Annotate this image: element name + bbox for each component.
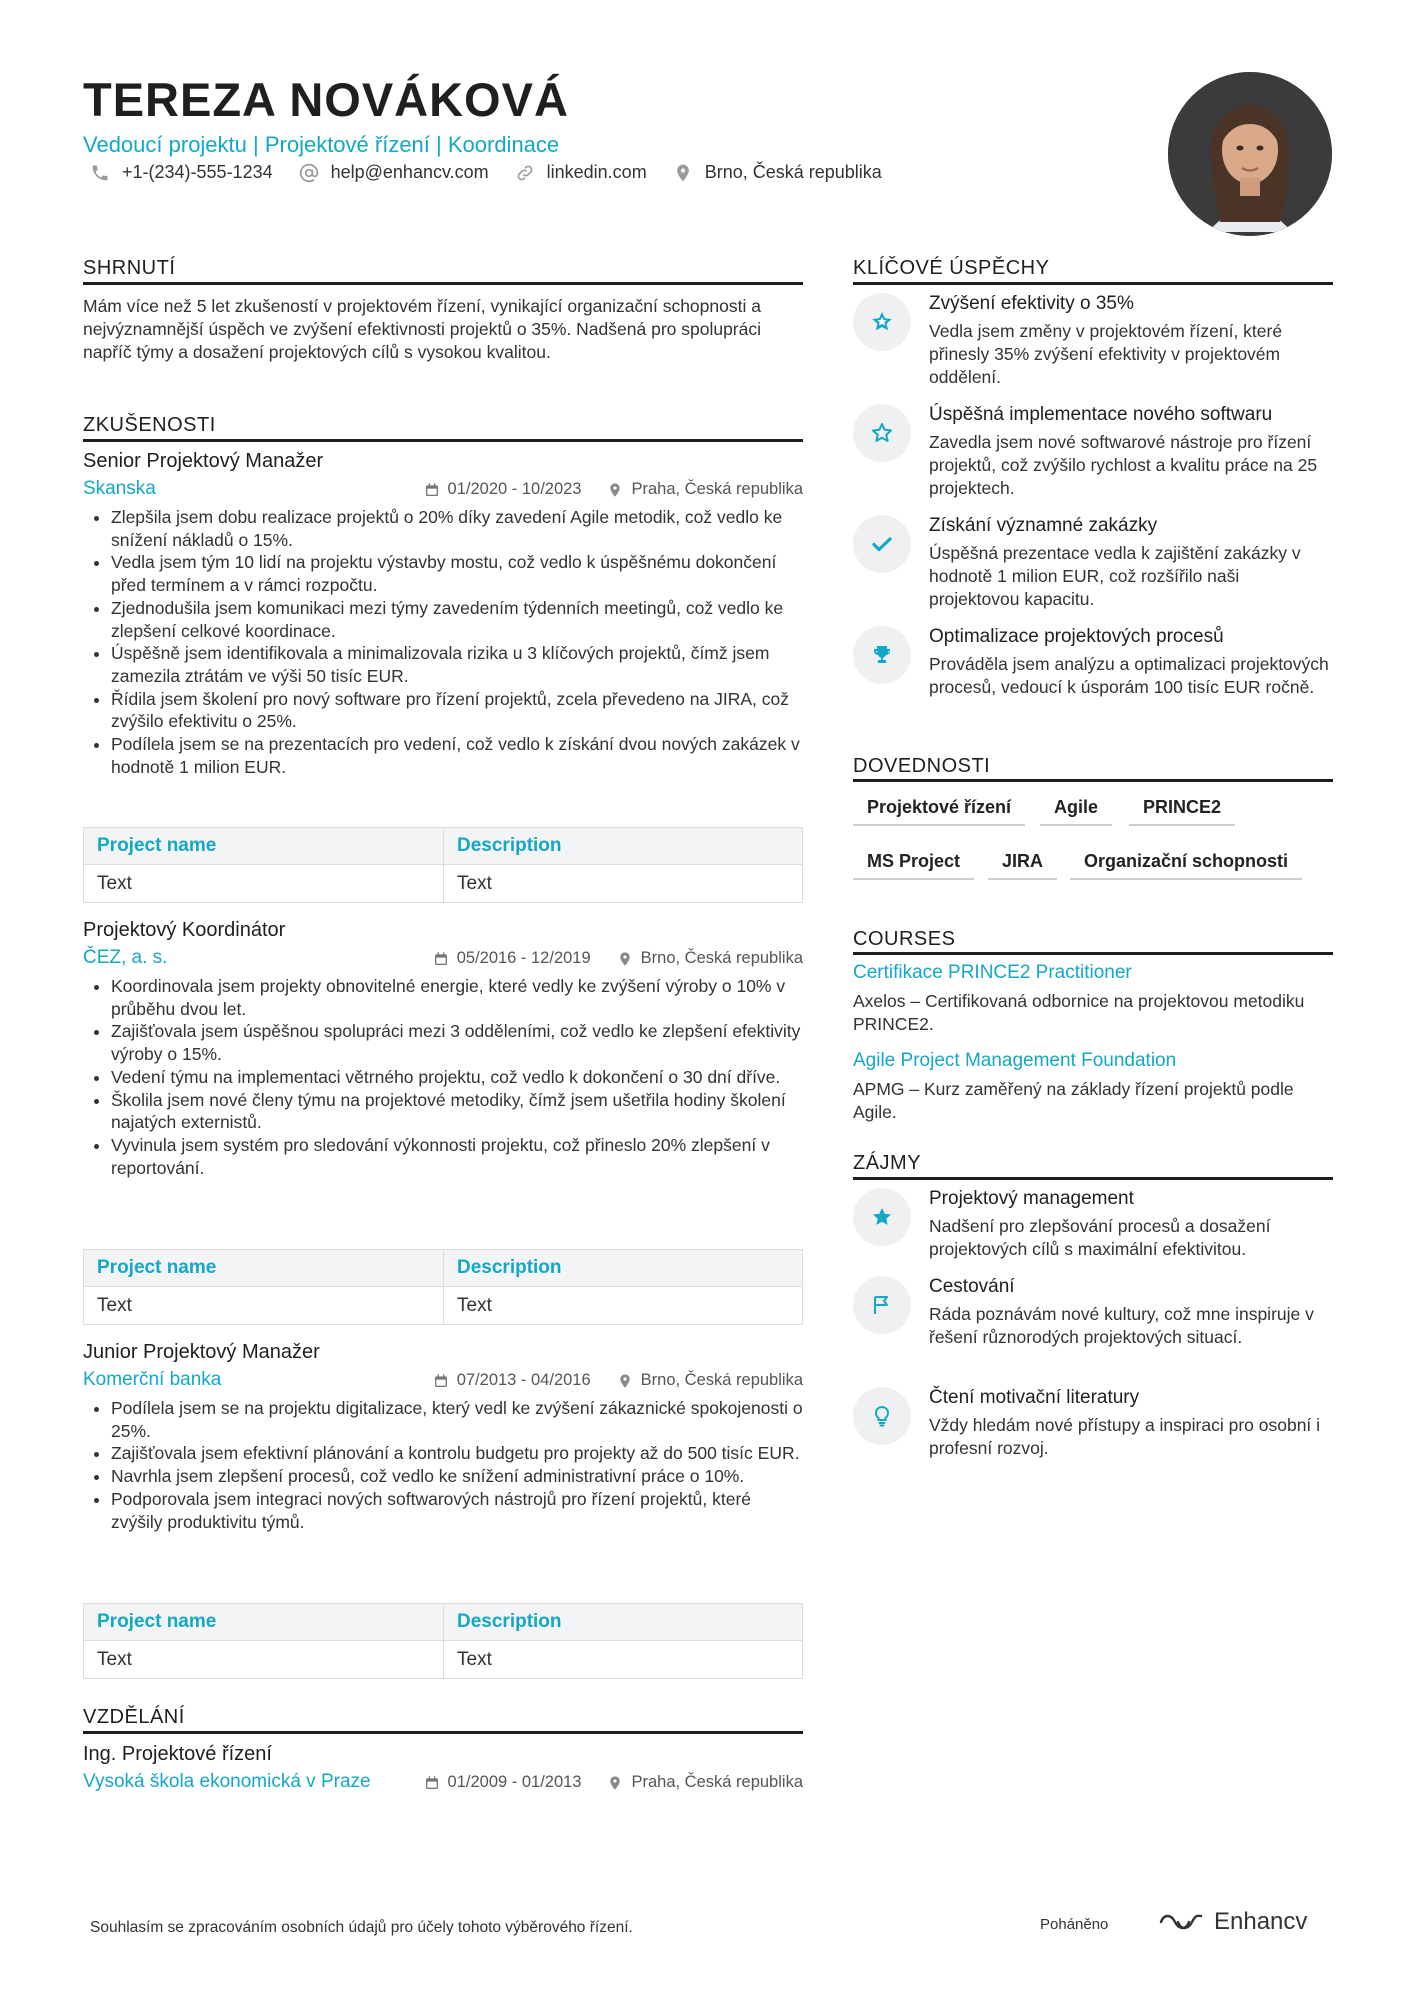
description-cell: Text: [457, 1294, 492, 1316]
skill-tag: PRINCE2: [1129, 797, 1235, 826]
education-entry: [83, 1743, 803, 1799]
calendar-icon: [433, 951, 449, 967]
project-name-cell: Text: [97, 1648, 132, 1670]
description-cell: Text: [457, 872, 492, 894]
interests-heading: ZÁJMY: [853, 1152, 922, 1174]
bullet-item: • Zajišťovala jsem efektivní plánování a kontrolu budgetu pro projekty až do 500 tisíc EUR.: [111, 1442, 803, 1465]
achievement-item: [853, 626, 1333, 726]
profile-photo: [1168, 72, 1332, 236]
skill-tag: Organizační schopnosti: [1070, 851, 1302, 880]
achievement-item: [853, 293, 1333, 393]
skill-tag: MS Project: [853, 851, 974, 880]
courses-divider: [853, 952, 1333, 955]
job-location: Brno, Česká republika: [640, 949, 803, 967]
location-pin-icon: [617, 951, 633, 967]
education-divider: [83, 1731, 803, 1734]
summary-divider: [83, 282, 803, 285]
bullet-item: • Podílela jsem se na projektu digitalizace, který vedl ke zvýšení zákaznické spokojenosti o 25%.: [111, 1397, 803, 1442]
description-header: Description: [457, 1611, 562, 1632]
education-meta: [424, 1773, 803, 1792]
education-location-wrap: [607, 1773, 803, 1792]
skill-tag: Agile: [1040, 797, 1112, 826]
education-school: Vysoká škola ekonomická v Praze: [83, 1771, 371, 1792]
description-header: Description: [457, 835, 562, 856]
job-bullets: [83, 506, 803, 778]
job-dates-wrap: [433, 949, 591, 968]
interests-divider: [853, 1177, 1333, 1180]
job-dates-wrap: [424, 480, 582, 499]
project-table: [83, 1249, 803, 1325]
education-location: Praha, Česká republika: [631, 1773, 803, 1791]
contact-location: [673, 162, 882, 183]
job-meta: [424, 480, 803, 499]
interest-desc: Ráda poznávám nové kultury, což mne inspiruje v řešení různorodých projektových situací.: [929, 1304, 1314, 1347]
description-header: Description: [457, 1257, 562, 1278]
interest-item: [853, 1276, 1333, 1376]
job-dates: 01/2020 - 10/2023: [447, 480, 582, 498]
star-badge-icon: [870, 310, 894, 334]
project-table-row: [84, 1641, 802, 1678]
project-table: [83, 827, 803, 903]
bullet-item: • Podílela jsem se na prezentacích pro vedení, což vedlo k získání dvou nových zakázek v hodnotě 1 milion EUR.: [111, 733, 803, 778]
location-pin-icon: [607, 482, 623, 498]
description-cell: Text: [457, 1648, 492, 1670]
course-title: Agile Project Management Foundation: [853, 1050, 1177, 1071]
project-table: [83, 1603, 803, 1679]
experience-heading: ZKUŠENOSTI: [83, 414, 216, 436]
project-name-header: Project name: [97, 835, 217, 856]
project-table-row: [84, 865, 802, 902]
interest-title: Čtení motivační literatury: [929, 1387, 1140, 1408]
achievement-item: [853, 515, 1333, 615]
location-pin-icon: [607, 1775, 623, 1791]
star-outline-icon: [870, 421, 894, 445]
email-text: help@enhancv.com: [330, 162, 489, 182]
job-company: Skanska: [83, 478, 156, 499]
education-dates: 01/2009 - 01/2013: [447, 1773, 582, 1791]
location-pin-icon: [617, 1373, 633, 1389]
job-dates-wrap: [433, 1371, 591, 1390]
bullet-item: • Vedla jsem tým 10 lidí na projektu výstavby mostu, což vedlo k úspěšnému dokončení před termínem a v rámci rozpočtu.: [111, 551, 803, 596]
achievement-desc: Prováděla jsem analýzu a optimalizaci projektových procesů, vedoucí k úsporám 100 tisíc EUR ročně.: [929, 654, 1329, 697]
job-role: Senior Projektový Manažer: [83, 450, 324, 472]
education-heading: VZDĚLÁNÍ: [83, 1706, 185, 1728]
candidate-name: TEREZA NOVÁKOVÁ: [83, 73, 569, 126]
project-name-header: Project name: [97, 1257, 217, 1278]
job-entry: [83, 1341, 803, 1533]
link-icon: [515, 163, 535, 183]
bullet-item: • Zajišťovala jsem úspěšnou spolupráci mezi 3 odděleními, což vedlo ke zlepšení efektivity výroby o 15%.: [111, 1020, 803, 1065]
job-bullets: [83, 975, 803, 1179]
achievement-icon-wrap: [853, 515, 911, 573]
project-table-row: [84, 1287, 802, 1324]
bullet-item: • Řídila jsem školení pro nový software pro řízení projektů, zcela převedeno na JIRA, což zvýšilo efektivitu o 25%.: [111, 688, 803, 733]
job-dates: 05/2016 - 12/2019: [456, 949, 591, 967]
skills-divider: [853, 779, 1333, 782]
achievement-item: [853, 404, 1333, 504]
interest-icon-wrap: [853, 1188, 911, 1246]
trophy-icon: [870, 643, 894, 667]
bullet-item: • Zlepšila jsem dobu realizace projektů o 20% díky zavedení Agile metodik, což vedlo ke snížení nákladů o 15%.: [111, 506, 803, 551]
summary-text: Mám více než 5 let zkušeností v projektovém řízení, vynikající organizační schopnosti a nejvýznamnější úspěch ve zvýšení efektivnosti projektů o 35%. Nadšená pro spolupráci napříč týmy a dosažení projektových cílů s vysokou kvalitou.: [83, 296, 762, 362]
skill-tag: Projektové řízení: [853, 797, 1025, 826]
portrait-image: [1168, 72, 1332, 236]
job-dates: 07/2013 - 04/2016: [456, 1371, 591, 1389]
contact-bar: [90, 162, 882, 183]
star-icon: [870, 1205, 894, 1229]
project-name-cell: Text: [97, 1294, 132, 1316]
location-text: Brno, Česká republika: [704, 162, 882, 182]
bullet-item: • Koordinovala jsem projekty obnovitelné energie, které vedly ke zvýšení výroby o 10% v průběhu dvou let.: [111, 975, 803, 1020]
skill-tag: JIRA: [988, 851, 1057, 880]
interest-icon-wrap: [853, 1387, 911, 1445]
job-role: Projektový Koordinátor: [83, 919, 286, 941]
education-degree: Ing. Projektové řízení: [83, 1743, 272, 1765]
bullet-item: • Vedení týmu na implementaci větrného projektu, což vedlo k dokončení o 30 dní dříve.: [111, 1066, 803, 1089]
skills-heading: DOVEDNOSTI: [853, 755, 991, 777]
job-location-wrap: [617, 1371, 803, 1390]
interest-icon-wrap: [853, 1276, 911, 1334]
project-table-header: [84, 1604, 802, 1641]
achievements-heading: KLÍČOVÉ ÚSPĚCHY: [853, 257, 1050, 279]
phone-text: +1-(234)-555-1234: [122, 162, 273, 182]
experience-divider: [83, 439, 803, 442]
job-meta: [433, 1371, 803, 1390]
flag-icon: [870, 1293, 894, 1317]
course-desc: APMG – Kurz zaměřený na základy řízení projektů podle Agile.: [853, 1079, 1294, 1122]
course-desc: Axelos – Certifikovaná odbornice na projektovou metodiku PRINCE2.: [853, 991, 1305, 1034]
at-sign-icon: [299, 163, 319, 183]
bullet-item: • Navrhla jsem zlepšení procesů, což vedlo ke snížení administrativní práce o 10%.: [111, 1465, 803, 1488]
contact-linkedin[interactable]: [515, 162, 647, 183]
job-company: Komerční banka: [83, 1369, 222, 1390]
bullet-item: • Podporovala jsem integraci nových softwarových nástrojů pro řízení projektů, které zvýšily produktivitu týmů.: [111, 1488, 803, 1533]
job-role: Junior Projektový Manažer: [83, 1341, 320, 1363]
bullet-item: • Školila jsem nové členy týmu na projektové metodiky, čímž jsem ušetřila hodiny školení najatých externistů.: [111, 1089, 803, 1134]
summary-heading: SHRNUTÍ: [83, 257, 176, 279]
achievement-icon-wrap: [853, 293, 911, 351]
achievement-icon-wrap: [853, 626, 911, 684]
achievement-title: Zvýšení efektivity o 35%: [929, 293, 1134, 314]
achievement-desc: Úspěšná prezentace vedla k zajištění zakázky v hodnotě 1 milion EUR, což rozšířilo naši projektovou kapacitu.: [929, 543, 1301, 609]
job-location: Praha, Česká republika: [631, 480, 803, 498]
calendar-icon: [424, 1775, 440, 1791]
project-name-cell: Text: [97, 872, 132, 894]
project-table-header: [84, 1250, 802, 1287]
job-entry: [83, 919, 803, 1179]
project-name-header: Project name: [97, 1611, 217, 1632]
achievement-desc: Vedla jsem změny v projektovém řízení, které přinesly 35% zvýšení efektivity v projektovém oddělení.: [929, 321, 1283, 387]
candidate-subtitle: Vedoucí projektu | Projektové řízení | Koordinace: [83, 132, 560, 157]
enhancv-brand-text: Enhancv: [1214, 1908, 1308, 1935]
calendar-icon: [424, 482, 440, 498]
checkmark-icon: [870, 532, 894, 556]
interest-title: Cestování: [929, 1276, 1015, 1297]
achievement-title: Úspěšná implementace nového softwaru: [929, 404, 1273, 425]
bullet-item: • Vyvinula jsem systém pro sledování výkonnosti projektu, což přineslo 20% zlepšení v reportování.: [111, 1134, 803, 1179]
interest-desc: Vždy hledám nové přístupy a inspiraci pro osobní i profesní rozvoj.: [929, 1415, 1321, 1458]
education-dates-wrap: [424, 1773, 582, 1792]
lightbulb-icon: [870, 1404, 894, 1428]
job-entry: [83, 450, 803, 778]
achievement-title: Získání významné zakázky: [929, 515, 1158, 536]
powered-by-label: Poháněno: [1040, 1916, 1109, 1933]
interest-item: [853, 1387, 1333, 1467]
interest-desc: Nadšení pro zlepšování procesů a dosažení projektových cílů s maximální efektivitou.: [929, 1216, 1271, 1259]
job-meta: [433, 949, 803, 968]
interest-title: Projektový management: [929, 1188, 1134, 1209]
achievement-icon-wrap: [853, 404, 911, 462]
location-pin-icon: [673, 163, 693, 183]
interest-item: [853, 1188, 1333, 1268]
enhancv-logo-icon: [1158, 1910, 1204, 1934]
bullet-item: • Zjednodušila jsem komunikaci mezi týmy zavedením týdenních meetingů, což vedlo ke zlepšení celkové koordinace.: [111, 597, 803, 642]
job-location-wrap: [607, 480, 803, 499]
enhancv-logo[interactable]: [1158, 1908, 1307, 1936]
job-bullets: [83, 1397, 803, 1533]
course-title: Certifikace PRINCE2 Practitioner: [853, 962, 1132, 983]
contact-email[interactable]: [299, 162, 489, 183]
phone-icon: [90, 163, 110, 183]
job-company: ČEZ, a. s.: [83, 947, 168, 968]
project-table-header: [84, 828, 802, 865]
achievements-divider: [853, 282, 1333, 285]
job-location: Brno, Česká republika: [640, 1371, 803, 1389]
consent-text: Souhlasím se zpracováním osobních údajů pro účely tohoto výběrového řízení.: [90, 1919, 633, 1936]
linkedin-text: linkedin.com: [546, 162, 647, 182]
job-location-wrap: [617, 949, 803, 968]
achievement-desc: Zavedla jsem nové softwarové nástroje pro řízení projektů, což zvýšilo rychlost a kvalitu práce na 25 projektech.: [929, 432, 1318, 498]
calendar-icon: [433, 1373, 449, 1389]
bullet-item: • Úspěšně jsem identifikovala a minimalizovala rizika u 3 klíčových projektů, čímž jsem zamezila ztrátám ve výši 50 tisíc EUR.: [111, 642, 803, 687]
contact-phone: [90, 162, 273, 183]
courses-heading: COURSES: [853, 928, 956, 950]
achievement-title: Optimalizace projektových procesů: [929, 626, 1224, 647]
